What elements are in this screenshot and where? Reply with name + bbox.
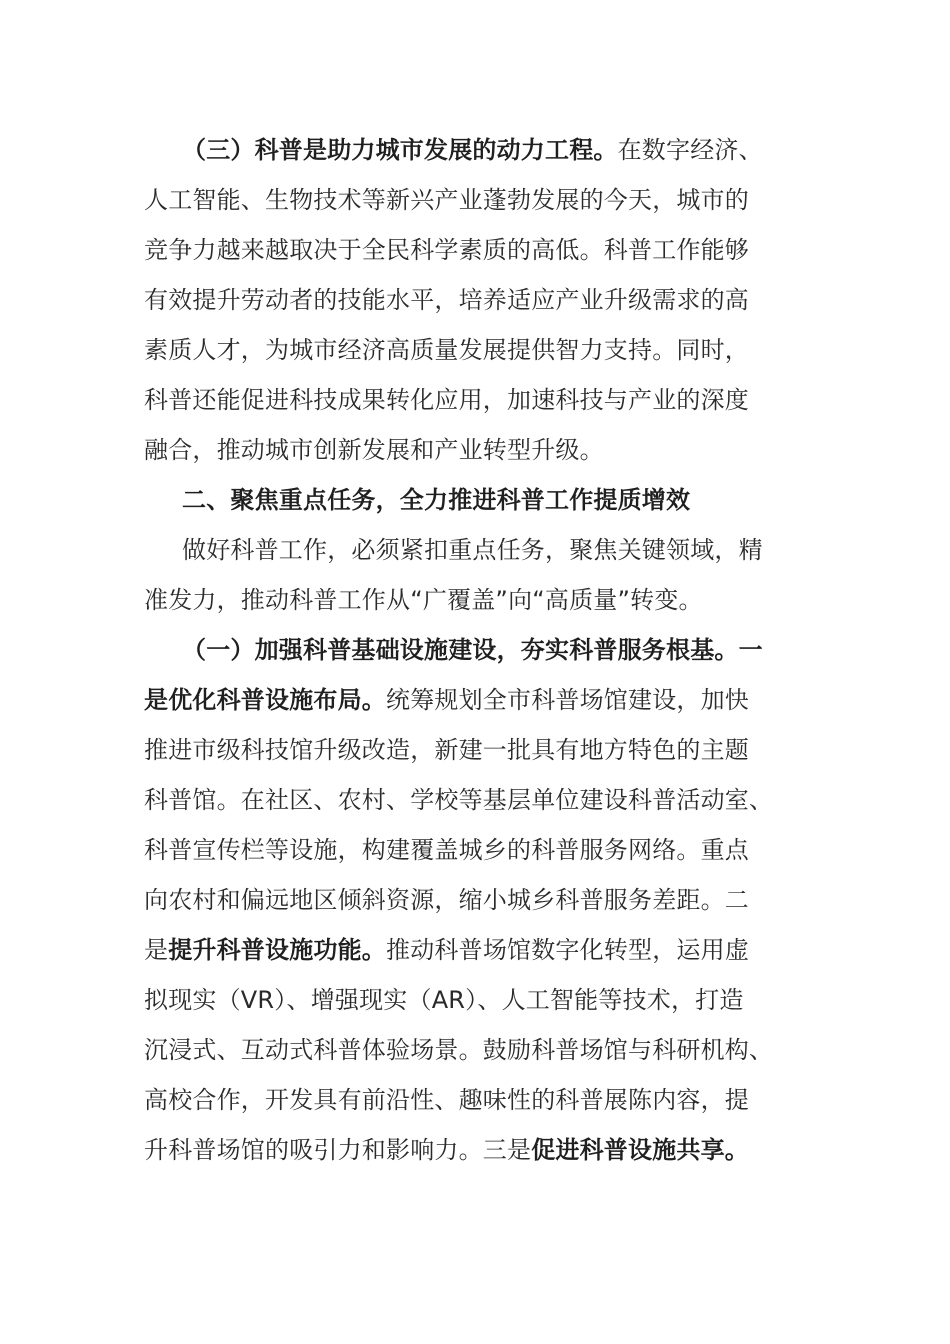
text-segment: 融合，推动城市创新发展和产业转型升级。 <box>144 436 604 464</box>
text-line <box>144 1075 806 1125</box>
text-line <box>144 175 806 225</box>
text-segment: 科普还能促进科技成果转化应用，加速科技与产业的深度 <box>144 386 749 414</box>
text-line <box>144 825 806 875</box>
text-segment: 在数字经济、 <box>617 136 763 164</box>
text-segment: 准发力，推动科普工作从“广覆盖”向“高质量”转变。 <box>144 586 703 614</box>
bold-text-segment: 提升科普设施功能。 <box>168 936 387 964</box>
text-line <box>144 325 806 375</box>
text-line <box>144 925 806 975</box>
text-line <box>144 525 806 575</box>
text-line <box>144 475 806 525</box>
text-segment: 沉浸式、互动式科普体验场景。鼓励科普场馆与科研机构、 <box>144 1036 774 1064</box>
document-body <box>144 125 806 1175</box>
text-segment: 推动科普场馆数字化转型，运用虚 <box>386 936 750 964</box>
text-segment: 升科普场馆的吸引力和影响力。三是 <box>144 1136 532 1164</box>
text-line <box>144 275 806 325</box>
text-line <box>144 1025 806 1075</box>
bold-text-segment: 是优化科普设施布局。 <box>144 686 386 714</box>
text-segment: 科普馆。在社区、农村、学校等基层单位建设科普活动室、 <box>144 786 774 814</box>
text-line <box>144 575 806 625</box>
text-line <box>144 875 806 925</box>
text-line <box>144 225 806 275</box>
bold-text-segment: （三）科普是助力城市发展的动力工程。 <box>182 136 618 164</box>
bold-text-segment: 促进科普设施共享。 <box>531 1136 750 1164</box>
bold-text-segment: （一）加强科普基础设施建设，夯实科普服务根基。一 <box>182 636 763 664</box>
text-line <box>144 425 806 475</box>
text-segment: 是 <box>144 936 169 964</box>
text-segment: 科普宣传栏等设施，构建覆盖城乡的科普服务网络。重点 <box>144 836 749 864</box>
text-segment: 素质人才，为城市经济高质量发展提供智力支持。同时， <box>144 336 749 364</box>
text-line <box>144 625 806 675</box>
text-segment: 向农村和偏远地区倾斜资源，缩小城乡科普服务差距。二 <box>144 886 749 914</box>
text-segment: 有效提升劳动者的技能水平，培养适应产业升级需求的高 <box>144 286 749 314</box>
text-line <box>144 725 806 775</box>
text-line <box>144 1125 806 1175</box>
text-line <box>144 125 806 175</box>
text-segment: 统筹规划全市科普场馆建设，加快 <box>386 686 749 714</box>
text-segment: 高校合作，开发具有前沿性、趣味性的科普展陈内容，提 <box>144 1086 749 1114</box>
bold-text-segment: 二、聚焦重点任务，全力推进科普工作提质增效 <box>182 486 691 514</box>
text-line <box>144 975 806 1025</box>
text-segment: 人工智能、生物技术等新兴产业蓬勃发展的今天，城市的 <box>144 186 749 214</box>
text-line <box>144 775 806 825</box>
text-segment: 推进市级科技馆升级改造，新建一批具有地方特色的主题 <box>144 736 749 764</box>
text-line <box>144 675 806 725</box>
text-segment: 竞争力越来越取决于全民科学素质的高低。科普工作能够 <box>144 236 749 264</box>
text-segment: 做好科普工作，必须紧扣重点任务，聚焦关键领域，精 <box>182 536 763 564</box>
text-segment: 拟现实（VR）、增强现实（AR）、人工智能等技术，打造 <box>144 986 744 1014</box>
text-line <box>144 375 806 425</box>
